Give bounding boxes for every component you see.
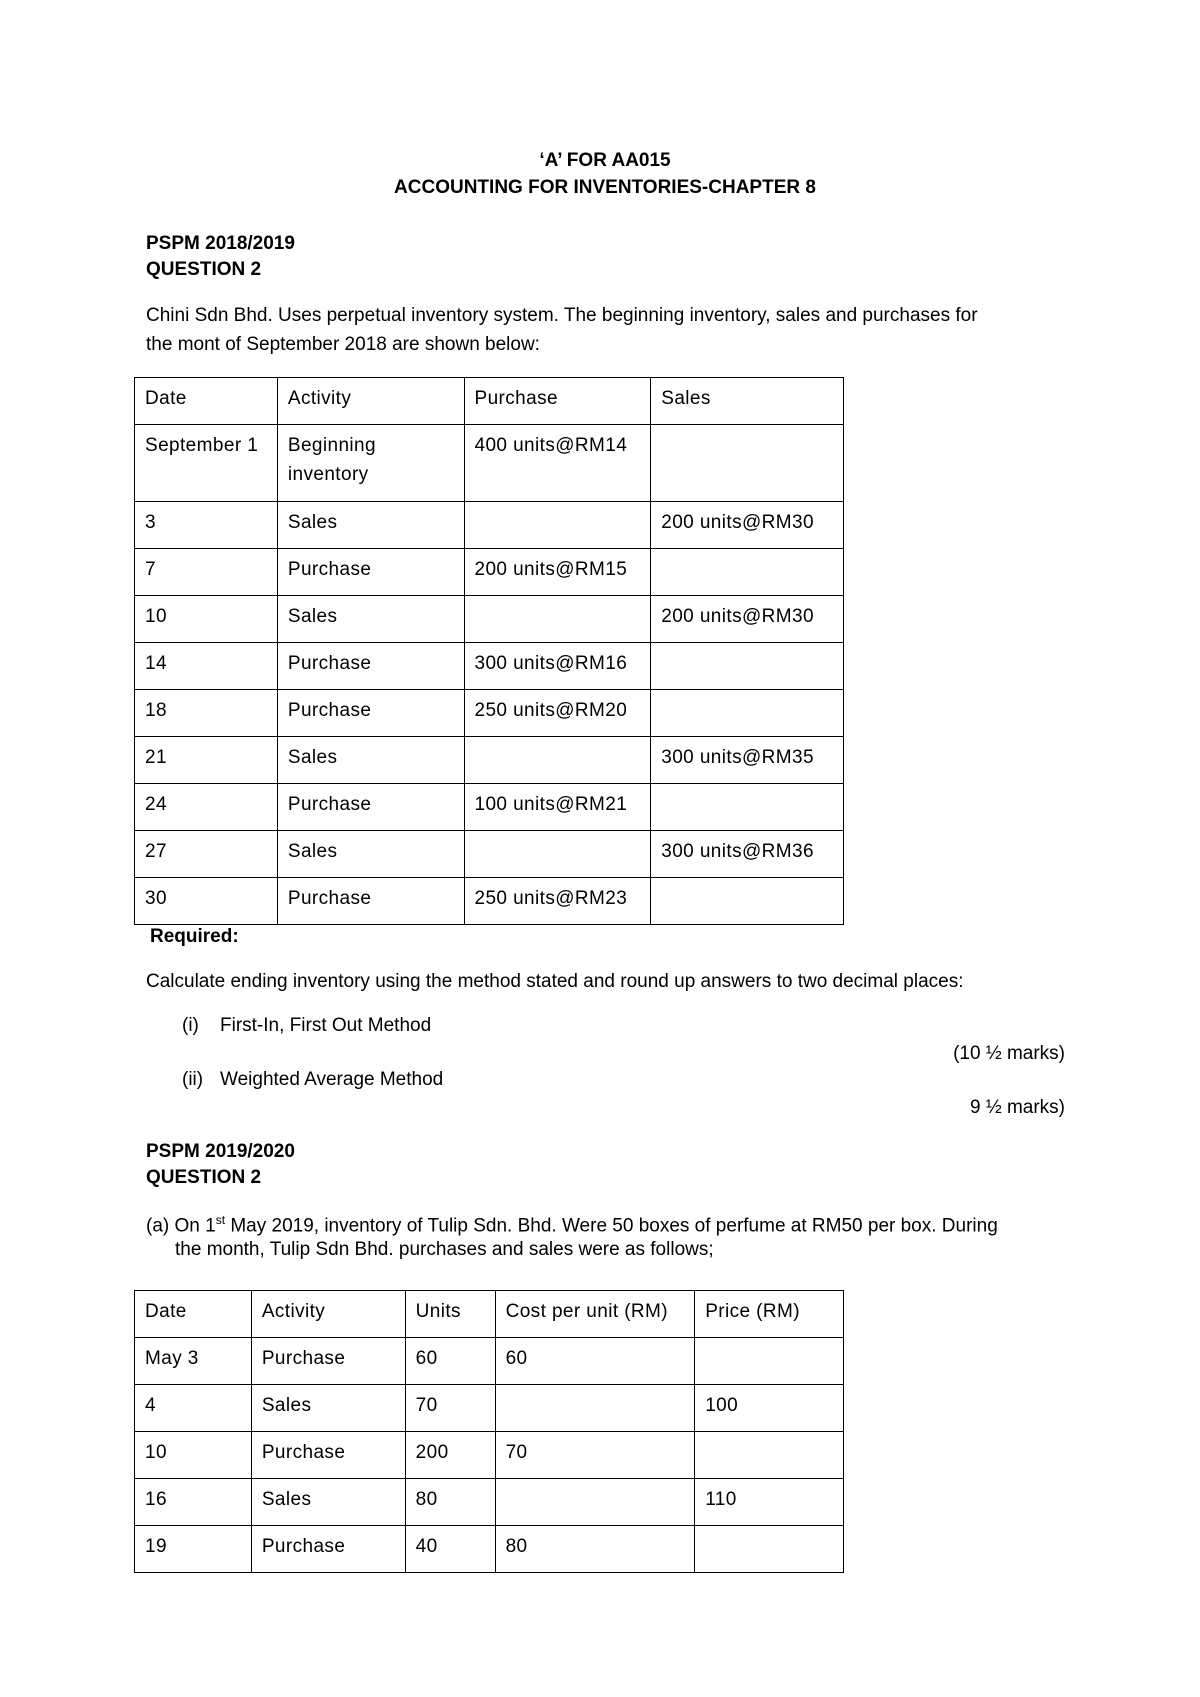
table-cell — [651, 549, 844, 596]
table-cell: May 3 — [135, 1338, 252, 1385]
table-cell: 200 — [405, 1432, 495, 1479]
table-cell: 7 — [135, 549, 278, 596]
part-i-number: (i) — [182, 1015, 199, 1036]
table-cell: 70 — [495, 1432, 695, 1479]
table-cell: 10 — [135, 596, 278, 643]
table-cell: 27 — [135, 831, 278, 878]
table-cell: 16 — [135, 1479, 252, 1526]
september-inventory-table — [134, 377, 844, 925]
table-row — [135, 1338, 844, 1385]
table-cell — [495, 1479, 695, 1526]
table-cell: 300 units@RM36 — [651, 831, 844, 878]
table-cell: 300 units@RM35 — [651, 737, 844, 784]
table-cell: Purchase — [277, 549, 464, 596]
table-cell: 21 — [135, 737, 278, 784]
table-cell: Sales — [251, 1385, 405, 1432]
table-row — [135, 1432, 844, 1479]
table-cell — [651, 878, 844, 925]
table-header-cell: Date — [135, 1291, 252, 1338]
table-cell: 60 — [495, 1338, 695, 1385]
table-row — [135, 643, 844, 690]
table-cell: Sales — [277, 502, 464, 549]
section1-question: QUESTION 2 — [146, 259, 262, 280]
table-cell: Sales — [251, 1479, 405, 1526]
table-row — [135, 1479, 844, 1526]
table-cell — [695, 1338, 844, 1385]
table-cell: 200 units@RM30 — [651, 596, 844, 643]
part-i-text: First-In, First Out Method — [220, 1015, 432, 1036]
part-ii-text: Weighted Average Method — [220, 1069, 444, 1090]
section2-question: QUESTION 2 — [146, 1167, 262, 1188]
table-cell: 30 — [135, 878, 278, 925]
table-cell — [495, 1385, 695, 1432]
section1-intro-line2: the mont of September 2018 are shown below: — [146, 334, 540, 355]
table-cell: Purchase — [277, 690, 464, 737]
table-header-cell: Date — [135, 378, 278, 425]
table-cell: 100 — [695, 1385, 844, 1432]
table-header-cell: Sales — [651, 378, 844, 425]
table-row — [135, 549, 844, 596]
table-cell: 80 — [405, 1479, 495, 1526]
table-header-cell: Activity — [251, 1291, 405, 1338]
table-cell: Sales — [277, 831, 464, 878]
table-row — [135, 878, 844, 925]
table-cell: 400 units@RM14 — [464, 425, 651, 502]
table-cell — [651, 784, 844, 831]
table-cell: 4 — [135, 1385, 252, 1432]
part-a-line1 — [146, 1213, 998, 1238]
table-cell — [651, 643, 844, 690]
table-row — [135, 831, 844, 878]
table-cell: 40 — [405, 1526, 495, 1573]
table-row — [135, 784, 844, 831]
part-a-superscript: st — [215, 1213, 226, 1227]
table-cell — [464, 831, 651, 878]
section2-exam: PSPM 2019/2020 — [146, 1141, 295, 1162]
section1-exam: PSPM 2018/2019 — [146, 233, 295, 254]
table-header-cell: Activity — [277, 378, 464, 425]
table-cell — [651, 690, 844, 737]
section1-intro-line1: Chini Sdn Bhd. Uses perpetual inventory system. The beginning inventory, sales and purchases for — [146, 305, 978, 326]
table-row — [135, 596, 844, 643]
table-cell: 60 — [405, 1338, 495, 1385]
table-cell — [695, 1526, 844, 1573]
table-cell: Beginning inventory — [277, 425, 464, 502]
table-row — [135, 1385, 844, 1432]
table-cell: 18 — [135, 690, 278, 737]
table-cell: Purchase — [251, 1432, 405, 1479]
table-header-cell: Purchase — [464, 378, 651, 425]
part-a-line2: the month, Tulip Sdn Bhd. purchases and sales were as follows; — [175, 1239, 714, 1260]
table-cell: Sales — [277, 596, 464, 643]
table-header-cell: Price (RM) — [695, 1291, 844, 1338]
table-cell: 80 — [495, 1526, 695, 1573]
table-row — [135, 737, 844, 784]
may-inventory-table — [134, 1290, 844, 1573]
part-i-marks: (10 ½ marks) — [953, 1043, 1065, 1064]
doc-header-line2: ACCOUNTING FOR INVENTORIES-CHAPTER 8 — [394, 177, 816, 198]
table-header-row — [135, 378, 844, 425]
table-cell: 70 — [405, 1385, 495, 1432]
part-a-rest: May 2019, inventory of Tulip Sdn. Bhd. Were 50 boxes of perfume at RM50 per box. During — [225, 1215, 998, 1237]
table-cell: 250 units@RM23 — [464, 878, 651, 925]
table-cell — [695, 1432, 844, 1479]
table-header-cell: Units — [405, 1291, 495, 1338]
table-cell: 300 units@RM16 — [464, 643, 651, 690]
table-cell — [651, 425, 844, 502]
table-cell: 100 units@RM21 — [464, 784, 651, 831]
table-cell — [464, 596, 651, 643]
part-ii-number: (ii) — [182, 1069, 204, 1090]
table-cell: Purchase — [277, 878, 464, 925]
table-cell: Purchase — [277, 643, 464, 690]
required-text: Calculate ending inventory using the method stated and round up answers to two decimal places: — [146, 971, 964, 992]
table-row — [135, 690, 844, 737]
part-ii-marks: 9 ½ marks) — [969, 1097, 1065, 1118]
part-a-prefix: (a) On 1 — [146, 1215, 216, 1237]
table-cell: Purchase — [251, 1526, 405, 1573]
table-cell: 19 — [135, 1526, 252, 1573]
table-row — [135, 1526, 844, 1573]
table-cell: Purchase — [251, 1338, 405, 1385]
table-header-cell: Cost per unit (RM) — [495, 1291, 695, 1338]
table-header-row — [135, 1291, 844, 1338]
table-cell — [464, 737, 651, 784]
table-cell: 3 — [135, 502, 278, 549]
table-cell: 24 — [135, 784, 278, 831]
table-cell: 200 units@RM30 — [651, 502, 844, 549]
table-row — [135, 425, 844, 502]
table-cell: 110 — [695, 1479, 844, 1526]
table-cell: September 1 — [135, 425, 278, 502]
required-label: Required: — [150, 926, 239, 947]
doc-header-line1: ‘A’ FOR AA015 — [539, 150, 671, 171]
table-cell: 14 — [135, 643, 278, 690]
table-row — [135, 502, 844, 549]
table-cell: 10 — [135, 1432, 252, 1479]
table-cell: 250 units@RM20 — [464, 690, 651, 737]
table-cell: 200 units@RM15 — [464, 549, 651, 596]
table-cell: Sales — [277, 737, 464, 784]
table-cell — [464, 502, 651, 549]
table-cell: Purchase — [277, 784, 464, 831]
